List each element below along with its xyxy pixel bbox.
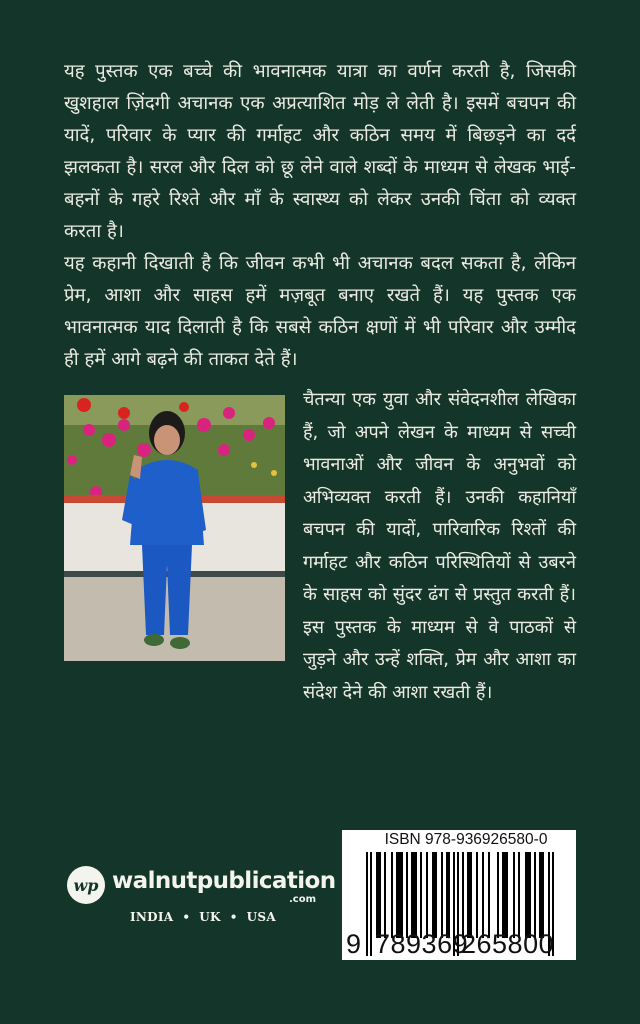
- publisher-countries: INDIA • UK • USA: [130, 910, 277, 924]
- publisher-domain-suffix: .com: [289, 894, 317, 905]
- wp-logo-icon: wp: [67, 866, 105, 904]
- barcode-digits-right: 265800: [461, 929, 555, 959]
- author-photo: [64, 395, 285, 661]
- author-photo-illustration: [64, 395, 285, 661]
- blurb-paragraph-1: यह पुस्तक एक बच्चे की भावनात्मक यात्रा का वर्णन करती है, जिसकी खुशहाल ज़िंदगी अचानक एक अप्रत्याशित मोड़ ले लेती है। इसमें बचपन की यादें, परिवार के प्यार की गर्माहट और कठिन समय में बिछड़ने का दर्द झलकता है। सरल और दिल को छू लेने वाले शब्दों के माध्यम से लेखक भाई-बहनों के गहरे रिश्ते और माँ के स्वास्थ्य को लेकर उनकी चिंता को व्यक्त करता है।: [64, 61, 576, 242]
- isbn-label: ISBN 978-936926580-0: [384, 831, 548, 848]
- barcode-digit-first: 9: [346, 929, 362, 959]
- barcode-digits-left: 789369: [375, 929, 469, 959]
- blurb-paragraph-2: यह कहानी दिखाती है कि जीवन कभी भी अचानक बदल सकता है, लेकिन प्रेम, आशा और साहस हमें मज़बूत बनाए रखते हैं। यह पुस्तक एक भावनात्मक याद दिलाती है कि सबसे कठिन क्षणों में भी परिवार और उम्मीद ही हमें आगे बढ़ने की ताकत देते हैं।: [64, 253, 576, 370]
- publisher-name: walnutpublication: [112, 868, 336, 894]
- isbn-barcode: [342, 830, 576, 960]
- author-bio: चैतन्या एक युवा और संवेदनशील लेखिका हैं, जो अपने लेखन के माध्यम से सच्ची भावनाओं और जीवन के अनुभवों को अभिव्यक्त करती हैं। उनकी कहानियाँ बचपन की यादों, पारिवारिक रिश्तों की गर्माहट और कठिन परिस्थितियों से उबरने के साहस को सुंदर ढंग से प्रस्तुत करती हैं। इस पुस्तक के माध्यम से वे पाठकों से जुड़ने और उन्हें शक्ति, प्रेम और आशा का संदेश देने की आशा रखती हैं।: [303, 389, 576, 703]
